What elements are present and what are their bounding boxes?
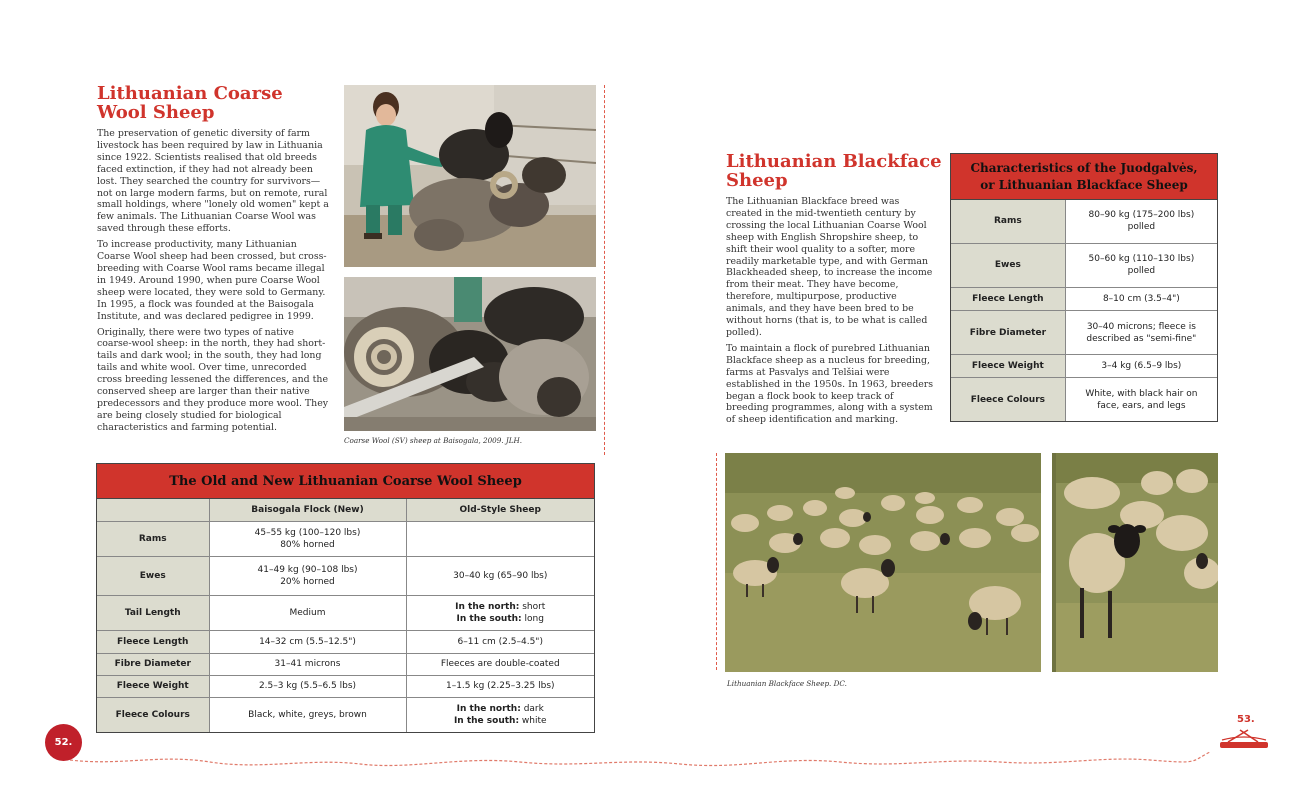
knitting-basket-icon [1220, 730, 1268, 748]
row-label: Fleece Colours [951, 378, 1065, 421]
row-label: Fleece Weight [97, 675, 209, 697]
row-label: Ewes [951, 243, 1065, 287]
right-title [726, 152, 946, 190]
row-label: Fleece Length [97, 630, 209, 653]
cell-value: White, with black hair on face, ears, and legs [1065, 378, 1217, 421]
cell-value: 80–90 kg (175–200 lbs) polled [1065, 200, 1217, 243]
cell-value: 41–49 kg (90–108 lbs) 20% horned [209, 556, 406, 595]
table-row [97, 521, 594, 556]
cell-value: 45–55 kg (100–120 lbs) 80% horned [209, 521, 406, 556]
photo-farmer-with-sheep [344, 85, 596, 267]
table-row [951, 200, 1217, 243]
blackface-characteristics-table [950, 153, 1218, 422]
cell-value: 14–32 cm (5.5–12.5") [209, 630, 406, 653]
table-row [951, 310, 1217, 354]
col-header-new: Baisogala Flock (New) [209, 499, 406, 521]
left-paragraph: The preservation of genetic diversity of farm livestock has been required by law in Lithuania since 1922. Scientists realised that old breeds faced extinction, if they had not already been lost. They searched the country for survivors—not on large modern farms, but on remote, rural small holdings, where "lonely old women" kept a few animals. The Lithuanian Coarse Wool was saved through these efforts. [97, 128, 329, 235]
table-row [951, 288, 1217, 311]
cell-value: Fleeces are double-coated [406, 653, 594, 675]
page-number-left: 52. [45, 724, 82, 761]
table-row [951, 378, 1217, 421]
right-title-line1: Lithuanian Blackface [726, 151, 942, 172]
right-paragraph: To maintain a flock of purebred Lithuanian Blackface sheep as a nucleus for breeding, farms at Pasvalys and Telšiai were established in the 1950s. In 1963, breeders began a flock book to keep track of breeding programmes, along with a system of sheep identification and marking. [726, 342, 934, 426]
coarse-wool-table-title: The Old and New Lithuanian Coarse Wool Sheep [97, 464, 594, 499]
row-label: Fleece Weight [951, 355, 1065, 378]
cell-value: Black, white, greys, brown [209, 697, 406, 732]
cell-value: 8–10 cm (3.5–4") [1065, 288, 1217, 311]
table-row [951, 243, 1217, 287]
left-dashed-divider [604, 85, 605, 455]
cell-value: In the north: short In the south: long [406, 595, 594, 630]
row-label: Fleece Colours [97, 697, 209, 732]
row-label: Rams [97, 521, 209, 556]
yarn-border-decoration [0, 720, 1304, 780]
table-header-row [97, 499, 594, 521]
row-label: Fibre Diameter [951, 310, 1065, 354]
photo-blackface-sheep-closeup [1052, 453, 1218, 672]
cell-value: In the north: dark In the south: white [406, 697, 594, 732]
right-body-text [726, 196, 936, 430]
table-row [97, 556, 594, 595]
photo-blackface-flock [725, 453, 1041, 672]
left-paragraph: To increase productivity, many Lithuanian Coarse Wool sheep had been crossed, but cross-breeding with Coarse Wool rams became illegal in 1949. Around 1990, when pure Coarse Wool sheep were located, they were sold to Germany. In 1995, a flock was founded at the Baisogala Institute, and was declared pedigree in 1999. [97, 239, 327, 322]
cell-value: 31–41 microns [209, 653, 406, 675]
cell-value: 50–60 kg (110–130 lbs) polled [1065, 243, 1217, 287]
cell-value: 30–40 microns; fleece is described as "semi-fine" [1065, 310, 1217, 354]
table-row [951, 355, 1217, 378]
row-label: Fibre Diameter [97, 653, 209, 675]
right-dashed-divider [716, 453, 717, 670]
left-body-text [97, 128, 329, 438]
cell-value: 3–4 kg (6.5–9 lbs) [1065, 355, 1217, 378]
photo-horned-sheep [344, 277, 596, 431]
left-title-line1: Lithuanian Coarse [97, 83, 283, 104]
cell-value: 2.5–3 kg (5.5–6.5 lbs) [209, 675, 406, 697]
row-label: Ewes [97, 556, 209, 595]
blackface-table-title [951, 154, 1217, 200]
row-label: Tail Length [97, 595, 209, 630]
coarse-wool-table-grid [97, 499, 594, 732]
cell-value [406, 521, 594, 556]
left-title-line2: Wool Sheep [97, 102, 215, 123]
left-title [97, 84, 337, 122]
row-label: Rams [951, 200, 1065, 243]
row-label: Fleece Length [951, 288, 1065, 311]
right-paragraph: The Lithuanian Blackface breed was created in the mid-twentieth century by crossing the local Lithuanian Coarse Wool sheep with English Shropshire sheep, to shift their wool quality to a softer, more readily marketable type, and with German Blackheaded sheep, to increase the income from their meat. They have become, therefore, multipurpose, productive animals, and they have been bred to be without horns (that is, to be what is called polled). [726, 196, 933, 338]
right-photo-caption: Lithuanian Blackface Sheep. DC. [727, 679, 847, 688]
table-row [97, 630, 594, 653]
blackface-table-title-line2: or Lithuanian Blackface Sheep [980, 177, 1188, 192]
table-row [97, 653, 594, 675]
left-photo-caption: Coarse Wool (SV) sheep at Baisogala, 2009. JLH. [344, 436, 523, 445]
cell-value: 1–1.5 kg (2.25–3.25 lbs) [406, 675, 594, 697]
blackface-table-title-line1: Characteristics of the Juodgalvės, [970, 160, 1198, 175]
cell-value: Medium [209, 595, 406, 630]
cell-value: 6–11 cm (2.5–4.5") [406, 630, 594, 653]
table-corner-cell [97, 499, 209, 521]
table-row [97, 675, 594, 697]
col-header-old: Old-Style Sheep [406, 499, 594, 521]
blackface-table-grid [951, 200, 1217, 421]
right-title-line2: Sheep [726, 170, 788, 191]
page-number-right: 53. [1237, 714, 1255, 725]
table-row [97, 595, 594, 630]
cell-value: 30–40 kg (65–90 lbs) [406, 556, 594, 595]
left-paragraph: Originally, there were two types of native coarse-wool sheep: in the north, they had short-tails and dark wool; in the south, they had long tails and white wool. Over time, unrecorded cross breeding lessened the differences, and the conserved sheep are larger than their native predecessors and they produce more wool. They are being closely studied for biological characteristics and farming potential. [97, 326, 329, 433]
coarse-wool-comparison-table [96, 463, 595, 733]
